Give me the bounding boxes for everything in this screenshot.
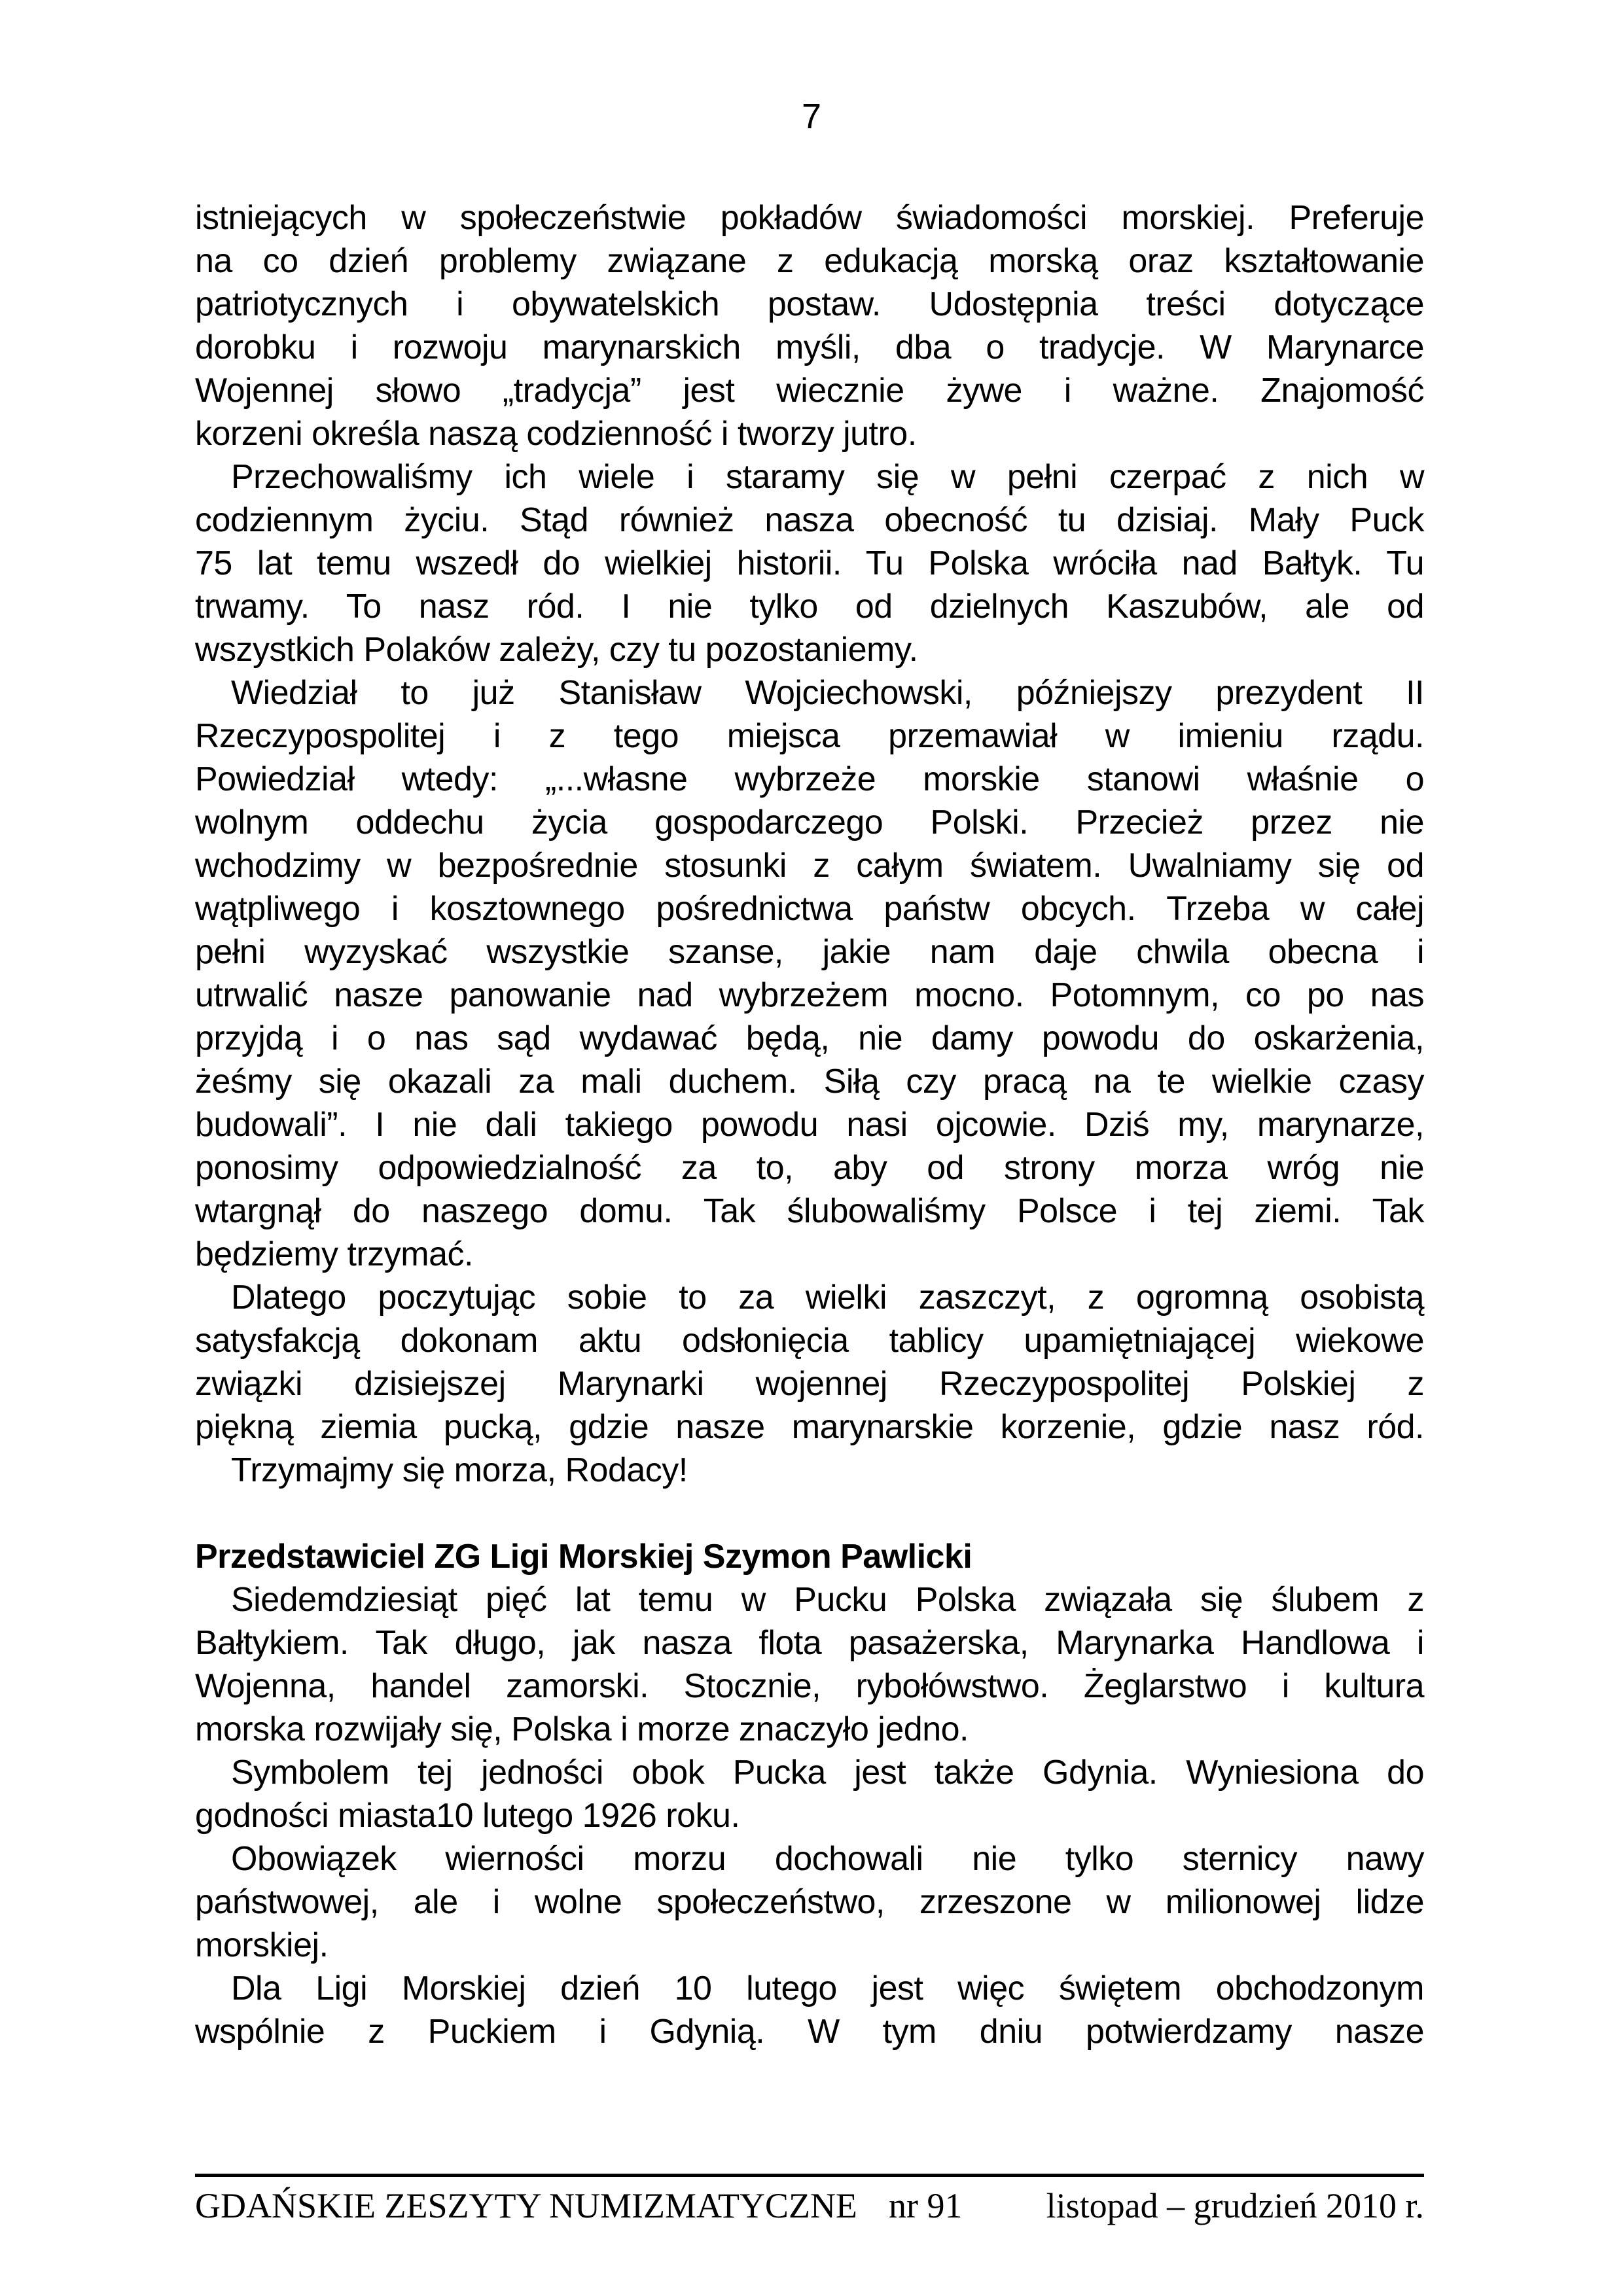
text-line: Przedstawiciel ZG Ligi Morskiej Szymon Pawlicki: [195, 1538, 972, 1576]
text-line: codziennym życiu. Stąd również nasza obecność tu dzisiaj. Mały Puck: [195, 501, 1424, 539]
page-number: 7: [801, 97, 822, 136]
paragraph: [195, 1967, 1424, 2053]
text-line: trwamy. To nasz ród. I nie tylko od dzielnych Kaszubów, ale od: [195, 588, 1424, 626]
text-line: dorobku i rozwoju marynarskich myśli, dba o tradycje. W Marynarce: [195, 328, 1424, 366]
page-footer: [195, 2174, 1424, 2231]
text-line: związki dzisiejszej Marynarki wojennej Rzeczypospolitej Polskiej z: [195, 1365, 1424, 1403]
text-line: Trzymajmy się morza, Rodacy!: [231, 1451, 688, 1489]
text-line: budowali”. I nie dali takiego powodu nasi ojcowie. Dziś my, marynarze,: [195, 1106, 1424, 1144]
paragraph: [195, 1578, 1424, 1751]
text-line: wspólnie z Puckiem i Gdynią. W tym dniu potwierdzamy nasze: [195, 2013, 1424, 2051]
text-line: Wojenna, handel zamorski. Stocznie, rybołówstwo. Żeglarstwo i kultura: [195, 1667, 1424, 1705]
footer-issue-number: nr 91: [889, 2186, 963, 2225]
text-line: na co dzień problemy związane z edukacją morską oraz kształtowanie: [195, 242, 1424, 280]
text-line: Wiedział to już Stanisław Wojciechowski, późniejszy prezydent II: [231, 674, 1424, 712]
text-line: patriotycznych i obywatelskich postaw. Udostępnia treści dotyczące: [195, 285, 1424, 323]
text-line: Dla Ligi Morskiej dzień 10 lutego jest więc świętem obchodzonym: [231, 1969, 1424, 2007]
paragraph: [195, 1276, 1424, 1449]
text-line: przyjdą i o nas sąd wydawać będą, nie damy powodu do oskarżenia,: [195, 1019, 1424, 1057]
text-line: piękną ziemia pucką, gdzie nasze marynarskie korzenie, gdzie nasz ród.: [195, 1408, 1424, 1446]
text-line: Wojennej słowo „tradycja” jest wiecznie żywe i ważne. Znajomość: [195, 372, 1424, 410]
text-line: morska rozwijały się, Polska i morze znaczyło jedno.: [195, 1710, 969, 1748]
text-line: Symbolem tej jedności obok Pucka jest także Gdynia. Wyniesiona do: [231, 1754, 1424, 1792]
text-line: Powiedział wtedy: „...własne wybrzeże morskie stanowi właśnie o: [195, 760, 1424, 798]
paragraph: [195, 196, 1424, 455]
text-line: ponosimy odpowiedzialność za to, aby od strony morza wróg nie: [195, 1149, 1424, 1187]
text-line: będziemy trzymać.: [195, 1235, 473, 1273]
text-line: godności miasta10 lutego 1926 roku.: [195, 1797, 740, 1835]
text-line: satysfakcją dokonam aktu odsłonięcia tablicy upamiętniającej wiekowe: [195, 1322, 1424, 1360]
text-line: Obowiązek wierności morzu dochowali nie tylko sternicy nawy: [231, 1840, 1424, 1878]
section-heading: [195, 1535, 1424, 1578]
text-line: utrwalić nasze panowanie nad wybrzeżem mocno. Potomnym, co po nas: [195, 976, 1424, 1014]
text-line: Rzeczypospolitej i z tego miejsca przemawiał w imieniu rządu.: [195, 717, 1424, 755]
text-line: wtargnął do naszego domu. Tak ślubowaliśmy Polsce i tej ziemi. Tak: [195, 1192, 1424, 1230]
text-line: wchodzimy w bezpośrednie stosunki z całym światem. Uwalniamy się od: [195, 847, 1424, 885]
paragraph: [195, 671, 1424, 1276]
text-line: pełni wyzyskać wszystkie szanse, jakie nam daje chwila obecna i: [195, 933, 1424, 971]
text-line: Bałtykiem. Tak długo, jak nasza flota pasażerska, Marynarka Handlowa i: [195, 1624, 1424, 1662]
text-line: Przechowaliśmy ich wiele i staramy się w pełni czerpać z nich w: [231, 458, 1424, 496]
text-line: korzeni określa naszą codzienność i tworzy jutro.: [195, 415, 917, 453]
footer-journal-title: GDAŃSKIE ZESZYTY NUMIZMATYCZNE: [195, 2186, 857, 2225]
text-line: państwowej, ale i wolne społeczeństwo, zrzeszone w milionowej lidze: [195, 1883, 1424, 1921]
footer-row: [195, 2185, 1424, 2231]
text-line: Dlatego poczytując sobie to za wielki zaszczyt, z ogromną osobistą: [231, 1279, 1424, 1316]
paragraph: [195, 455, 1424, 671]
text-line: morskiej.: [195, 1926, 329, 1964]
text-line: wszystkich Polaków zależy, czy tu pozostaniemy.: [195, 631, 918, 669]
body-text: [195, 196, 1424, 2053]
paragraph: [195, 1449, 1424, 1492]
text-line: żeśmy się okazali za mali duchem. Siłą czy pracą na te wielkie czasy: [195, 1063, 1424, 1101]
text-line: istniejących w społeczeństwie pokładów świadomości morskiej. Preferuje: [195, 199, 1424, 237]
text-line: wątpliwego i kosztownego pośrednictwa państw obcych. Trzeba w całej: [195, 890, 1424, 928]
footer-date: listopad – grudzień 2010 r.: [1046, 2186, 1424, 2225]
paragraph: [195, 1837, 1424, 1967]
text-line: Siedemdziesiąt pięć lat temu w Pucku Polska związała się ślubem z: [231, 1581, 1424, 1619]
text-line: wolnym oddechu życia gospodarczego Polski. Przecież przez nie: [195, 804, 1424, 841]
text-line: 75 lat temu wszedł do wielkiej historii. Tu Polska wróciła nad Bałtyk. Tu: [195, 544, 1424, 582]
paragraph: [195, 1751, 1424, 1837]
